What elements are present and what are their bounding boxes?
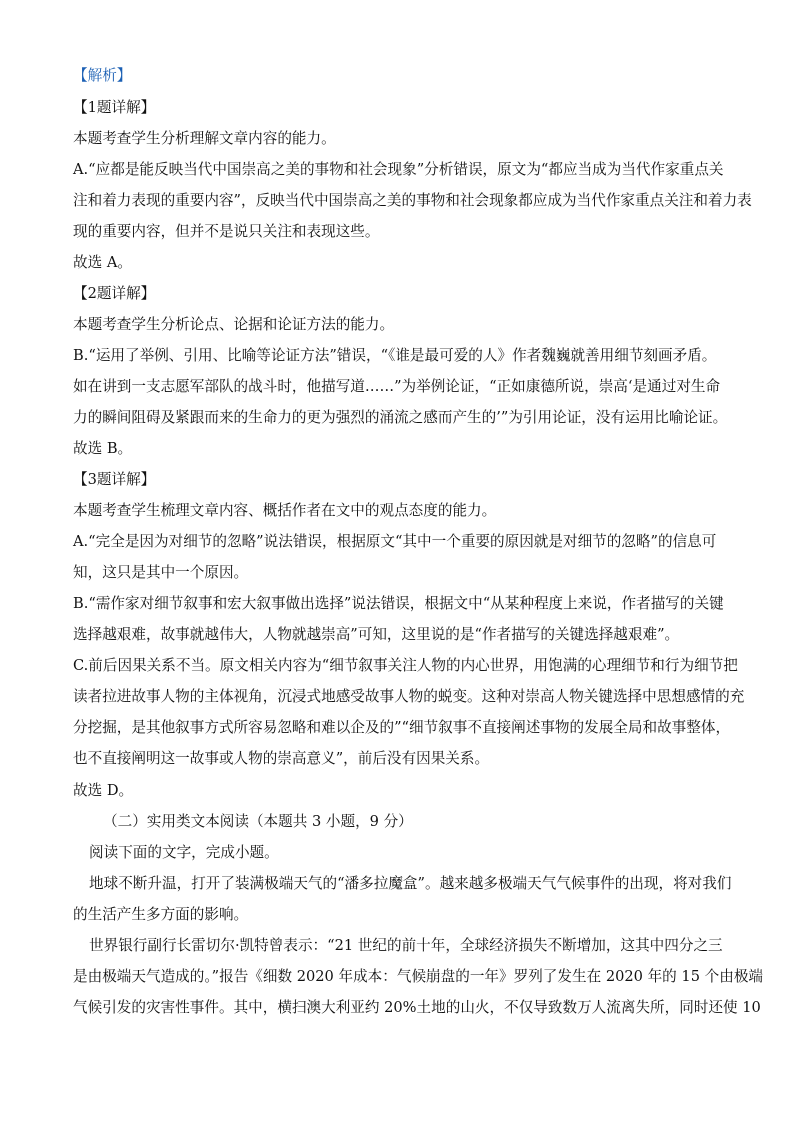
part2-instruction: 阅读下面的文字，完成小题。 xyxy=(89,844,279,861)
q1-answer: 故选 A。 xyxy=(73,254,132,271)
q3-line-5: C.前后因果关系不当。原文相关内容为“细节叙事关注人物的内心世界，用饱满的心理细节和行为细节把 xyxy=(73,657,738,674)
q2-line-3: 力的瞬间阻碍及紧跟而来的生命力的更为强烈的涌流之感而产生的’”为引用论证，没有运用比喻论证。 xyxy=(73,409,728,426)
q2-line-2: 如在讲到一支志愿军部队的战斗时，他描写道……”为举例论证，“正如康德所说，崇高‘是通过对生命 xyxy=(73,378,721,395)
q3-intro: 本题考查学生梳理文章内容、概括作者在文中的观点态度的能力。 xyxy=(73,502,497,519)
q1-line-2: 注和着力表现的重要内容”，反映当代中国崇高之美的事物和社会现象都应成为当代作家重点关注和着力表 xyxy=(73,192,752,209)
q3-line-2: 知，这只是其中一个原因。 xyxy=(73,564,249,581)
q3-line-6: 读者拉进故事人物的主体视角，沉浸式地感受故事人物的蜕变。这种对崇高人物关键选择中思想感情的充 xyxy=(73,688,745,705)
q3-answer: 故选 D。 xyxy=(73,782,134,799)
q1-line-1: A.“应都是能反映当代中国崇高之美的事物和社会现象”分析错误，原文为“都应当成为当代作家重点关 xyxy=(73,161,724,178)
q2-line-1: B.“运用了举例、引用、比喻等论证方法”错误，“《谁是最可爱的人》作者魏巍就善用细节刻画矛盾。 xyxy=(73,347,717,364)
q1-line-3: 现的重要内容，但并不是说只关注和表现这些。 xyxy=(73,223,380,240)
q3-line-1: A.“完全是因为对细节的忽略”说法错误，根据原文“其中一个重要的原因就是对细节的忽略”的信息可 xyxy=(73,533,717,550)
q3-line-3: B.“需作家对细节叙事和宏大叙事做出选择”说法错误，根据文中“从某种程度上来说，作者描写的关键 xyxy=(73,595,724,612)
q3-line-8: 也不直接阐明这一故事或人物的崇高意义”，前后没有因果关系。 xyxy=(73,750,490,767)
q1-heading: 【1题详解】 xyxy=(73,99,156,116)
q1-intro: 本题考查学生分析理解文章内容的能力。 xyxy=(73,130,336,147)
part2-heading: （二）实用类文本阅读（本题共 3 小题，9 分） xyxy=(103,813,413,830)
part2-para1-line-1: 地球不断升温，打开了装满极端天气的“潘多拉魔盒”。越来越多极端天气气候事件的出现，将对我们 xyxy=(89,875,732,892)
q2-intro: 本题考查学生分析论点、论据和论证方法的能力。 xyxy=(73,316,395,333)
part2-para2-line-2: 是由极端天气造成的。”报告《细数 2020 年成本：气候崩盘的一年》罗列了发生在 2020 年的 15 个由极端 xyxy=(73,968,764,985)
analysis-heading: 【解析】 xyxy=(73,67,132,84)
q3-line-7: 分挖掘，是其他叙事方式所容易忽略和难以企及的”“细节叙事不直接阐述事物的发展全局和故事整体， xyxy=(73,719,731,736)
part2-para1-line-2: 的生活产生多方面的影响。 xyxy=(73,906,249,923)
q3-line-4: 选择越艰难，故事就越伟大，人物就越崇高”可知，这里说的是“作者描写的关键选择越艰难”。 xyxy=(73,626,680,643)
q3-heading: 【3题详解】 xyxy=(73,471,156,488)
part2-para2-line-3: 气候引发的灾害性事件。其中，横扫澳大利亚约 20%土地的山火，不仅导致数万人流离失所，同时还使 10 xyxy=(73,999,761,1016)
q2-answer: 故选 B。 xyxy=(73,440,133,457)
part2-para2-line-1: 世界银行副行长雷切尔·凯特曾表示：“21 世纪的前十年，全球经济损失不断增加，这其中四分之三 xyxy=(89,937,723,954)
q2-heading: 【2题详解】 xyxy=(73,285,156,302)
